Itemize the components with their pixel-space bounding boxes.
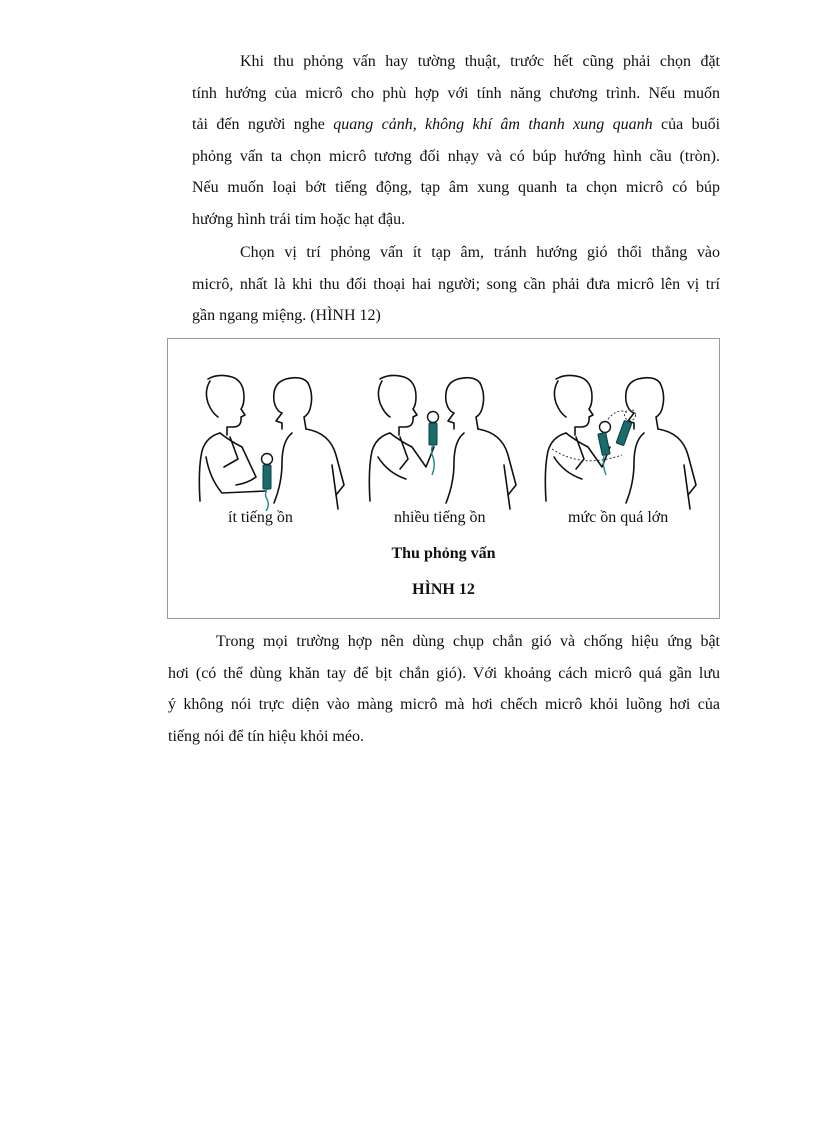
interviewee-figure <box>274 378 344 509</box>
microphone-icon <box>552 410 636 476</box>
text-line: Trong mọi trường hợp nên dùng chụp chắn gió và chống hiệu ứng bật <box>216 633 720 650</box>
text-line: Khi thu phỏng vấn hay tường thuật, trước hết cũng phải chọn đặt <box>240 53 720 70</box>
text-line: hướng hình trái tim hoặc hạt đậu. <box>192 210 406 228</box>
figure-title: Thu phỏng vấn <box>391 545 496 562</box>
text-line: Chọn vị trí phỏng vấn ít tạp âm, tránh hướng gió thổi thẳng vào <box>240 244 720 261</box>
paragraph-3 <box>168 626 720 752</box>
interviewee-figure <box>626 378 696 509</box>
interview-illustration <box>168 339 719 618</box>
text-segment: tải đến người nghe <box>192 116 325 133</box>
figure-label: HÌNH 12 <box>412 581 475 598</box>
paragraph-1 <box>192 46 720 235</box>
text-line: tiếng nói để tín hiệu khỏi méo. <box>168 727 364 745</box>
paragraph-2 <box>192 237 720 332</box>
figure-box <box>167 338 720 619</box>
text-segment: của buổi <box>661 116 721 133</box>
interviewer-figure <box>199 375 266 501</box>
text-line: phỏng vấn ta chọn micrô tương đối nhạy và có búp hướng hình cầu (tròn). <box>192 147 720 165</box>
interviewer-figure <box>369 375 434 501</box>
interviewee-figure <box>446 378 516 509</box>
caption-low-noise: ít tiếng ồn <box>228 509 293 526</box>
italic-text: quang cảnh, không khí âm thanh xung quanh <box>333 116 653 133</box>
scene-more-noise <box>369 375 516 509</box>
caption-high-noise: mức ồn quá lớn <box>568 509 669 526</box>
caption-more-noise: nhiều tiếng ồn <box>394 509 486 526</box>
text-line: hơi (có thể dùng khăn tay để bịt chắn gió). Với khoảng cách micrô quá gần lưu <box>168 664 720 682</box>
scene-low-noise <box>199 375 344 511</box>
text-line-mixed <box>192 109 720 141</box>
text-line: ý không nói trực diện vào màng micrô mà hơi chếch micrô khỏi luồng hơi của <box>168 696 720 713</box>
microphone-icon <box>262 454 273 512</box>
text-line: micrô, nhất là khi thu đối thoại hai người; song cần phải đưa micrô lên vị trí <box>192 275 720 293</box>
text-line: gần ngang miệng. (HÌNH 12) <box>192 307 381 324</box>
scene-high-noise <box>545 375 696 509</box>
text-line: tính hướng của micrô cho phù hợp với tính năng chương trình. Nếu muốn <box>192 84 720 102</box>
text-line: Nếu muốn loại bớt tiếng động, tạp âm xung quanh ta chọn micrô có búp <box>192 179 720 196</box>
microphone-icon <box>428 412 439 476</box>
